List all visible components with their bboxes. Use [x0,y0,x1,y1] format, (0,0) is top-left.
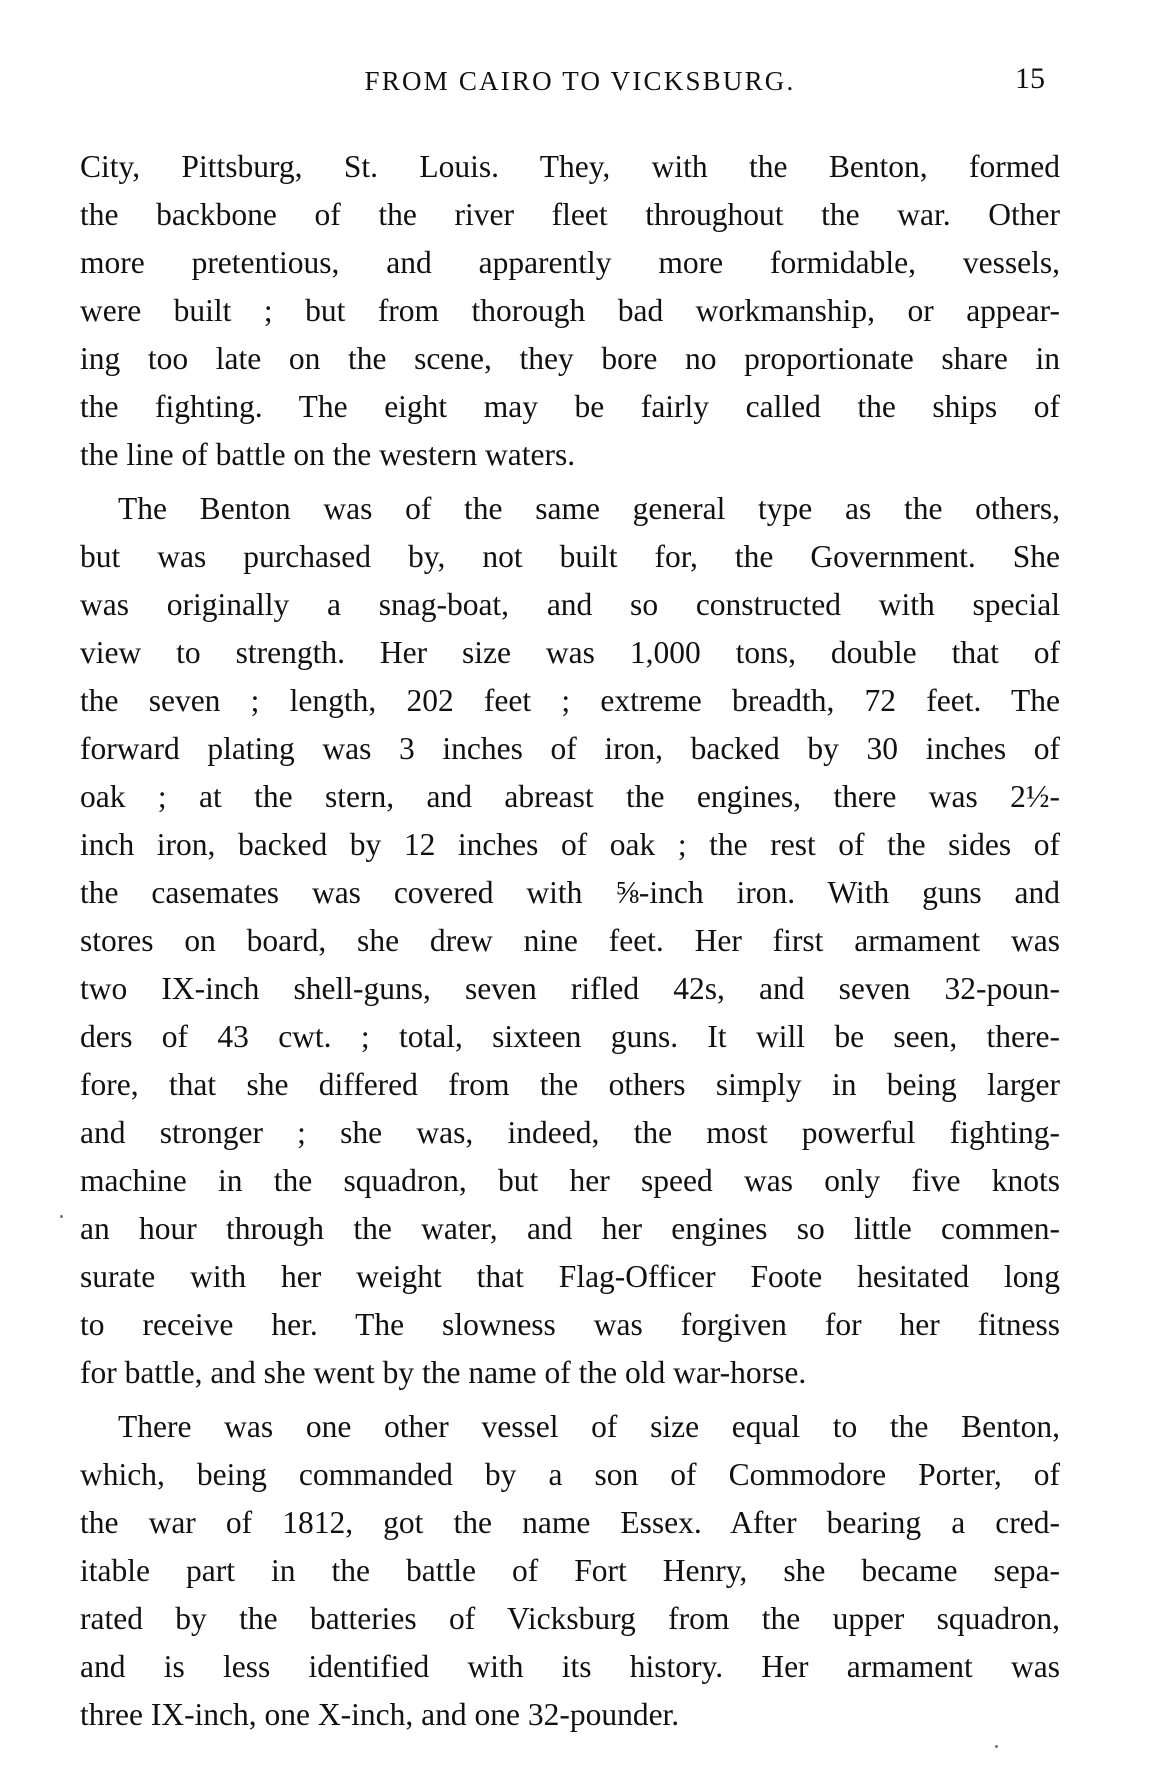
paragraph-1 [80,143,1060,479]
text-line: oak ; at the stern, and abreast the engines, there was 2½- [80,779,1060,814]
text-line: were built ; but from thorough bad workmanship, or appear- [80,293,1060,328]
text-line: and stronger ; she was, indeed, the most powerful fighting- [80,1115,1060,1150]
text-line: two IX-inch shell-guns, seven rifled 42s, and seven 32-poun- [80,971,1060,1006]
text-line: The Benton was of the same general type as the others, [118,491,1060,526]
print-speck [995,1745,998,1748]
text-line: City, Pittsburg, St. Louis. They, with the Benton, formed [80,149,1060,184]
text-line: inch iron, backed by 12 inches of oak ; the rest of the sides of [80,827,1060,862]
text-line: surate with her weight that Flag-Officer Foote hesitated long [80,1259,1060,1294]
text-line: the war of 1812, got the name Essex. After bearing a cred- [80,1505,1060,1540]
paragraph-2 [80,485,1060,1397]
text-line: stores on board, she drew nine feet. Her first armament was [80,923,1060,958]
page-number: 15 [1015,62,1045,95]
text-line: itable part in the battle of Fort Henry, she became sepa- [80,1553,1060,1588]
text-line: an hour through the water, and her engines so little commen- [80,1211,1060,1246]
text-line: more pretentious, and apparently more formidable, vessels, [80,245,1060,280]
text-line: view to strength. Her size was 1,000 tons, double that of [80,635,1060,670]
text-line: which, being commanded by a son of Commodore Porter, of [80,1457,1060,1492]
text-line: to receive her. The slowness was forgiven for her fitness [80,1307,1060,1342]
paragraph-3 [80,1403,1060,1739]
text-line: three IX-inch, one X-inch, and one 32-pounder. [80,1697,680,1732]
text-line: machine in the squadron, but her speed was only five knots [80,1163,1060,1198]
print-speck [60,1215,63,1218]
body-text [80,143,1060,1745]
text-line: ders of 43 cwt. ; total, sixteen guns. It will be seen, there- [80,1019,1060,1054]
text-line: the line of battle on the western waters. [80,437,576,472]
text-line: and is less identified with its history. Her armament was [80,1649,1060,1684]
text-line: There was one other vessel of size equal to the Benton, [118,1409,1060,1444]
text-line: the fighting. The eight may be fairly called the ships of [80,389,1060,424]
text-line: the seven ; length, 202 feet ; extreme breadth, 72 feet. The [80,683,1060,718]
running-head-title: FROM CAIRO TO VICKSBURG. [364,66,796,96]
text-line: ing too late on the scene, they bore no proportionate share in [80,341,1060,376]
text-line: but was purchased by, not built for, the Government. She [80,539,1060,574]
text-line: forward plating was 3 inches of iron, backed by 30 inches of [80,731,1060,766]
text-line: for battle, and she went by the name of the old war-horse. [80,1355,807,1390]
text-line: rated by the batteries of Vicksburg from the upper squadron, [80,1601,1060,1636]
text-line: fore, that she differed from the others simply in being larger [80,1067,1060,1102]
text-line: was originally a snag-boat, and so constructed with special [80,587,1060,622]
text-line: the casemates was covered with ⅝-inch iron. With guns and [80,875,1060,910]
text-line: the backbone of the river fleet throughout the war. Other [80,197,1060,232]
